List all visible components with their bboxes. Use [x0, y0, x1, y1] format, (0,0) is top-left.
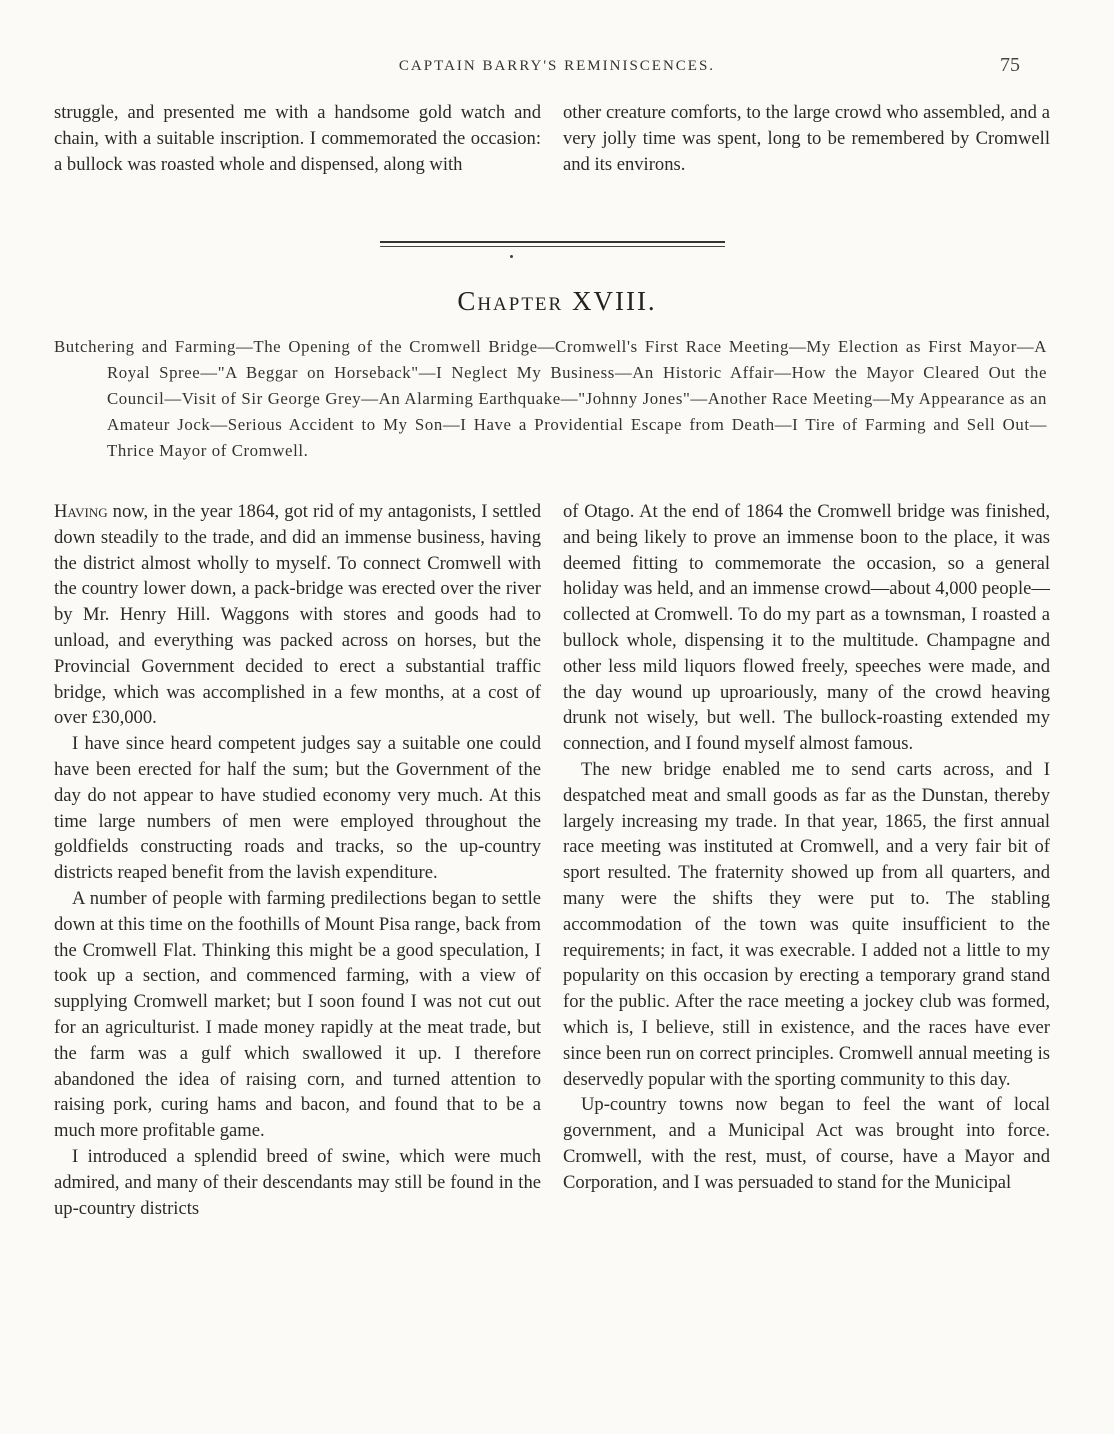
paragraph-text: now, in the year 1864, got rid of my antagonists, I settled down steadily to the trade, and did an immense business, having the district almost wholly to myself. To connect Cromwell with the country lower down, a pack-bridge was erected over the river by Mr. Henry Hill. Waggons with stores and goods had to unload, and everything was packed across on horses, but the Provincial Government decided to erect a substantial traffic bridge, which was accomplished in a few months, at a cost of over £30,000.: [54, 501, 541, 729]
body-right-column: [563, 499, 1050, 1196]
top-right-paragraph: other creature comforts, to the large crowd who assembled, and a very jolly time was spent, long to be remembered by Cromwell and its environs.: [563, 102, 1050, 175]
body-paragraph: [54, 499, 541, 731]
body-paragraph: I have since heard competent judges say a suitable one could have been erected for half the sum; but the Government of the day do not appear to have studied economy very much. At this time large numbers of men were employed throughout the goldfields constructing roads and tracks, so the up-country districts reaped benefit from the lavish expenditure.: [54, 733, 541, 884]
body-left-column: [54, 499, 541, 1221]
body-paragraph: Up-country towns now began to feel the want of local government, and a Municipal Act was brought into force. Cromwell, with the rest, must, of course, have a Mayor and Corporation, and I was persuaded to stand for the Municipal: [563, 1094, 1050, 1193]
running-head: CAPTAIN BARRY'S REMINISCENCES.: [398, 58, 716, 74]
drop-lead-word: Having: [54, 501, 108, 522]
body-paragraph: of Otago. At the end of 1864 the Cromwell bridge was finished, and being likely to prove an immense boon to the place, it was deemed fitting to commemorate the occasion, so a general holiday was held, and an immense crowd—about 4,000 people—collected at Cromwell. To do my part as a townsman, I roasted a bullock whole, dispensing it to the multitude. Champagne and other less mild liquors flowed freely, speeches were made, and the day wound up uproariously, many of the crowd heaving drunk not wisely, but well. The bullock-roasting extended my connection, and I found myself almost famous.: [563, 501, 1050, 755]
body-paragraph: I introduced a splendid breed of swine, which were much admired, and many of their descendants may still be found in the up-country districts: [54, 1145, 541, 1219]
section-divider: [380, 241, 725, 259]
top-left-column: [54, 100, 541, 177]
body-paragraph: A number of people with farming predilections began to settle down at this time on the foothills of Mount Pisa range, back from the Cromwell Flat. Thinking this might be a good speculation, I took up a section, and commenced farming, with a view of supplying Cromwell market; but I soon found I was not cut out for an agriculturist. I made money rapidly at the meat trade, but the farm was a gulf which swallowed it up. I therefore abandoned the idea of raising corn, and turned attention to raising pork, curing hams and bacon, and found that to be a much more profitable game.: [54, 887, 541, 1142]
chapter-synopsis: Butchering and Farming—The Opening of the Cromwell Bridge—Cromwell's First Race Meeting—My Election as First Mayor—A Royal Spree—"A Beggar on Horseback"—I Neglect My Business—An Historic Affair—How the Mayor Cleared Out the Council—Visit of Sir George Grey—An Alarming Earthquake—"Johnny Jones"—Another Race Meeting—My Appearance as an Amateur Jock—Serious Accident to My Son—I Have a Providential Escape from Death—I Tire of Farming and Sell Out—Thrice Mayor of Cromwell.: [54, 337, 1047, 460]
body-paragraph: The new bridge enabled me to send carts across, and I despatched meat and small goods as far as the Dunstan, thereby largely increasing my trade. In that year, 1865, the first annual race meeting was instituted at Cromwell, and a very fair bit of sport resulted. The fraternity showed up from all quarters, and many were the shifts they were put to. The stabling accommodation of the town was quite insufficient to the requirements; in fact, it was execrable. I added not a little to my popularity on this occasion by erecting a temporary grand stand for the public. After the race meeting a jockey club was formed, which is, I believe, still in existence, and the races have ever since been run on correct principles. Cromwell annual meeting is deservedly popular with the sporting community to this day.: [563, 758, 1050, 1090]
chapter-title: Chapter XVIII.: [457, 286, 657, 316]
top-right-column: [563, 100, 1050, 177]
top-left-paragraph: struggle, and presented me with a handsome gold watch and chain, with a suitable inscription. I commemorated the occasion: a bullock was roasted whole and dispensed, along with: [54, 102, 541, 175]
page-header: [0, 54, 1114, 88]
divider-rule-thick: [380, 241, 725, 243]
divider-ornament: [510, 255, 513, 258]
page-number: 75: [1000, 54, 1020, 76]
divider-rule-thin: [380, 246, 725, 247]
